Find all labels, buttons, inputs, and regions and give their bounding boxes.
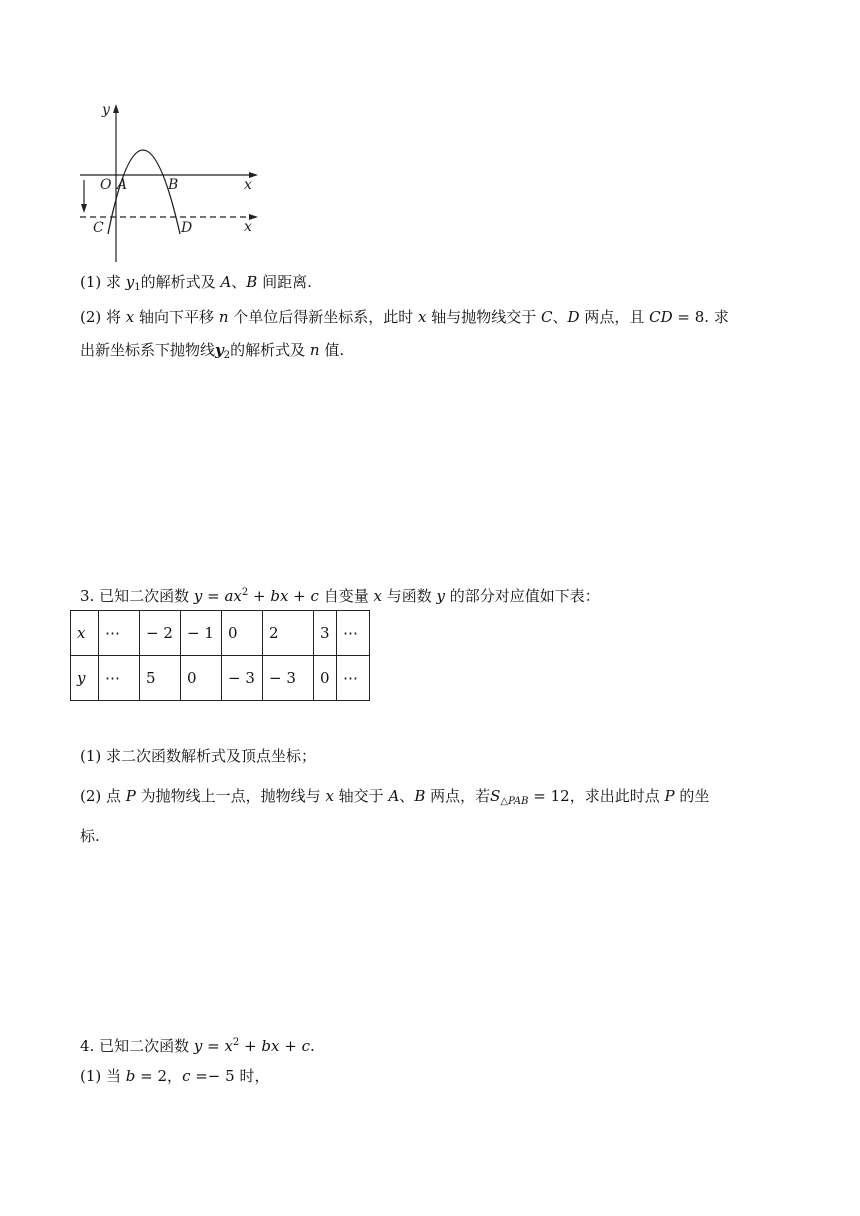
q3-part2-line2: 标. [80,827,100,845]
table-cell: − 3 [222,656,263,701]
label-B: B [168,177,179,193]
table-cell: − 1 [181,611,222,656]
parabola-figure [72,96,272,266]
label-D: D [181,220,193,236]
q2-part2-line1: (2) 将 x 轴向下平移 n 个单位后得新坐标系，此时 x 轴与抛物线交于 C、D 两点，且 CD = 8. 求 [80,308,729,326]
table-cell: ⋯ [99,656,140,701]
table-row-x [71,611,370,656]
table-cell: 3 [314,611,337,656]
table-row-y [71,656,370,701]
table-cell: 0 [222,611,263,656]
table-header-y: y [71,656,99,701]
table-cell: ⋯ [337,656,370,701]
table-cell: − 3 [263,656,314,701]
table-cell: 0 [181,656,222,701]
q3-part1: (1) 求二次函数解析式及顶点坐标； [80,747,317,765]
shift-arrow-head [81,204,87,213]
label-A: A [117,177,128,193]
label-O: O [100,177,112,193]
q2-part1: (1) 求 $y_1$的解析式及 A、B 间距离. [80,273,312,293]
table-cell: 0 [314,656,337,701]
label-x-bottom: x [244,219,252,235]
label-x-top: x [244,177,252,193]
q2-part2-line2: 出新坐标系下抛物线$y_2$的解析式及 n 值. [80,341,345,361]
values-table [70,610,370,701]
q3-intro: 3. 已知二次函数 $y = ax^2$ + bx + c 自变量 x 与函数 y 的部分对应值如下表： [80,587,600,605]
q3-part2-line1: (2) 点 P 为抛物线上一点，抛物线与 x 轴交于 A、B 两点，若$S_{\triangle PAB} = 12$，求出此时点 P 的坐 [80,787,710,807]
table-cell: ⋯ [99,611,140,656]
table-cell: − 2 [140,611,181,656]
q4-intro: 4. 已知二次函数 $y = x^2$ + bx + c. [80,1037,315,1055]
label-C: C [93,220,104,236]
y-axis-arrow [113,104,119,113]
table-cell: 5 [140,656,181,701]
table-cell: 2 [263,611,314,656]
label-y: y [102,102,110,118]
table-cell: ⋯ [337,611,370,656]
q4-part1: (1) 当 b = 2，c =− 5 时， [80,1067,270,1085]
table-header-x: x [71,611,99,656]
